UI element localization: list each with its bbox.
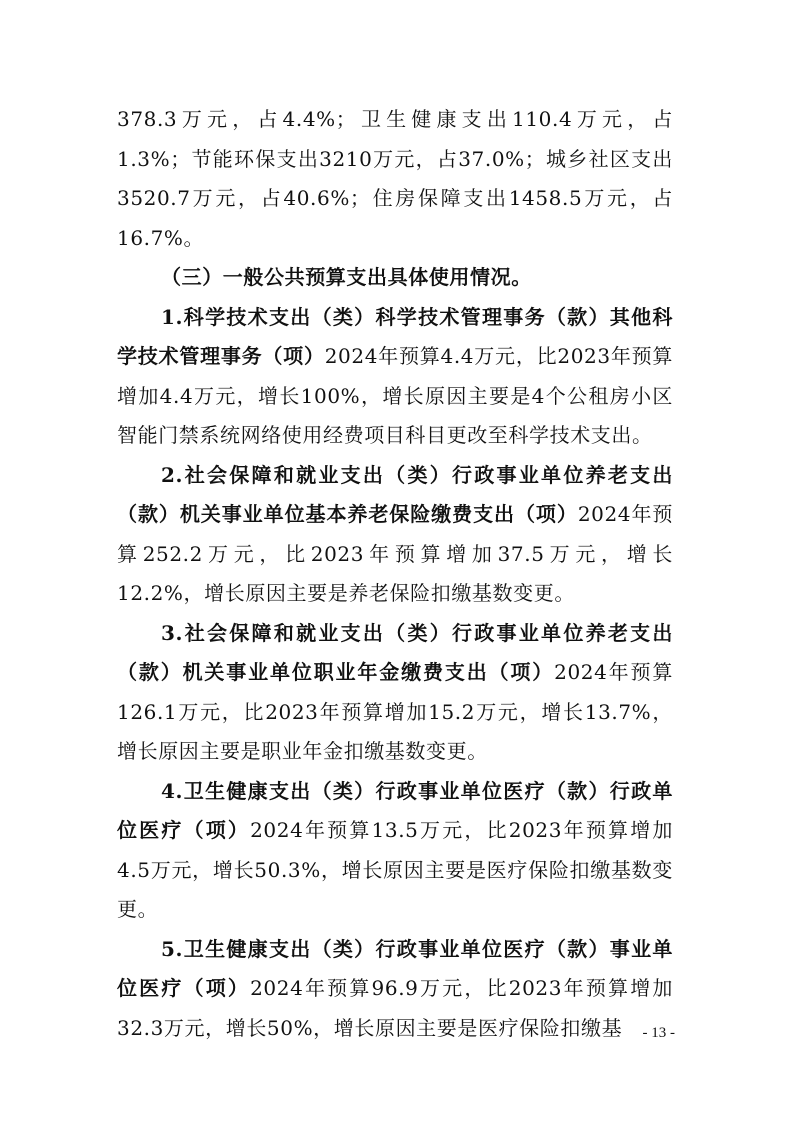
item-title-3: 3.社会保障和就业支出（类）行政事业单位养老支出（款）机关事业单位职业年金缴费支出（项）: [117, 620, 673, 684]
item-text-4: 2024年预算13.5万元，比2023年预算增加4.5万元，增长50.3%，增长原因主要是医疗保险扣缴基数变更。: [117, 818, 673, 921]
intro-paragraph: 378.3万元，占4.4%；卫生健康支出110.4万元，占1.3%；节能环保支出3210万元，占37.0%；城乡社区支出3520.7万元，占40.6%；住房保障支出1458.5万元，占16.7%。: [117, 107, 673, 250]
item-title-1: 1.科学技术支出（类）科学技术管理事务（款）其他科学技术管理事务（项）: [117, 304, 673, 368]
item-paragraph-2: [117, 456, 673, 614]
item-title-5: 5.卫生健康支出（类）行政事业单位医疗（款）事业单位医疗（项）: [117, 936, 673, 1000]
page-number: - 13 -: [642, 1025, 675, 1041]
item-text-5: 2024年预算96.9万元，比2023年预算增加32.3万元，增长50%，增长原因主要是医疗保险扣缴基: [117, 976, 673, 1040]
item-title-2: 2.社会保障和就业支出（类）行政事业单位养老支出（款）机关事业单位基本养老保险缴费支出（项）: [117, 462, 673, 526]
item-title-4: 4.卫生健康支出（类）行政事业单位医疗（款）行政单位医疗（项）: [117, 778, 673, 842]
document-body: [117, 100, 673, 1048]
item-paragraph-4: [117, 772, 673, 930]
section-heading: （三）一般公共预算支出具体使用情况。: [161, 265, 532, 289]
item-text-2: 2024年预算252.2万元，比2023年预算增加37.5万元，增长12.2%，增长原因主要是养老保险扣缴基数变更。: [117, 502, 674, 605]
item-paragraph-5: [117, 930, 673, 1049]
item-paragraph-1: [117, 298, 673, 456]
item-paragraph-3: [117, 614, 673, 772]
item-text-1: 2024年预算4.4万元，比2023年预算增加4.4万元，增长100%，增长原因主要是4个公租房小区智能门禁系统网络使用经费项目科目更改至科学技术支出。: [117, 344, 673, 447]
item-text-3: 2024年预算126.1万元，比2023年预算增加15.2万元，增长13.7%，增长原因主要是职业年金扣缴基数变更。: [117, 660, 673, 763]
